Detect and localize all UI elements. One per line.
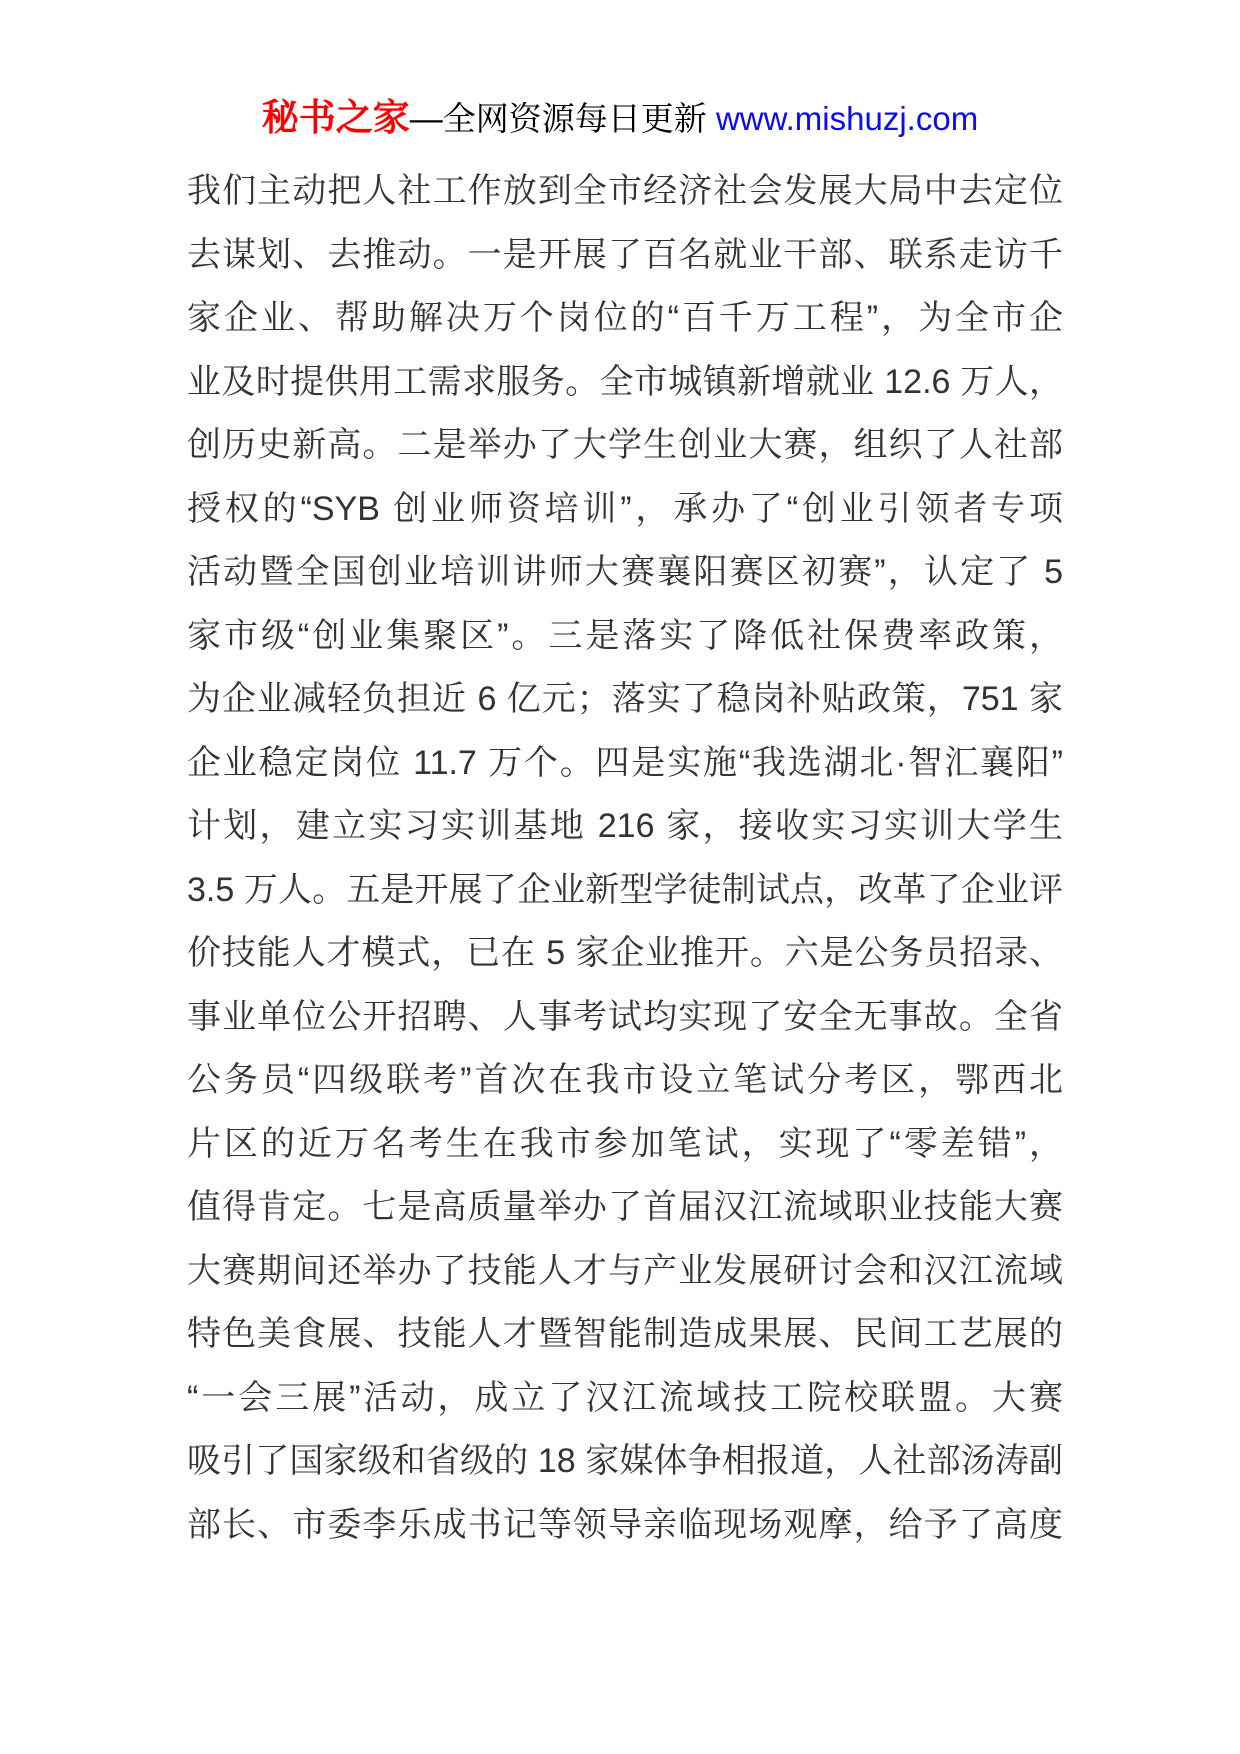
text-line: 大赛期间还举办了技能人才与产业发展研讨会和汉江流域 — [187, 1251, 1063, 1290]
text-line: 企业稳定岗位 11.7 万个。四是实施“我选湖北·智汇襄阳” — [187, 743, 1063, 782]
text-line: 业及时提供用工需求服务。全市城镇新增就业 12.6 万人， — [187, 362, 1063, 401]
text-line: 价技能人才模式，已在 5 家企业推开。六是公务员招录、 — [187, 934, 1063, 972]
text-line: 家市级“创业集聚区”。三是落实了降低社保费率政策， — [187, 616, 1063, 655]
text-line: 值得肯定。七是高质量举办了首届汉江流域职业技能大赛 — [187, 1188, 1063, 1226]
text-line: 部长、市委李乐成书记等领导亲临现场观摩，给予了高度 — [187, 1505, 1063, 1544]
text-line: 公务员“四级联考”首次在我市设立笔试分考区，鄂西北 — [187, 1061, 1063, 1099]
text-line: 吸引了国家级和省级的 18 家媒体争相报道，人社部汤涛副 — [187, 1442, 1063, 1480]
text-line: 为企业减轻负担近 6 亿元；落实了稳岗补贴政策，751 家 — [187, 680, 1063, 718]
text-line: 家企业、帮助解决万个岗位的“百千万工程”，为全市企 — [187, 299, 1063, 337]
document-body — [187, 160, 1063, 1557]
text-line: 授权的“SYB 创业师资培训”，承办了“创业引领者专项 — [187, 489, 1063, 528]
text-line: 事业单位公开招聘、人事考试均实现了安全无事故。全省 — [187, 997, 1063, 1036]
text-line: 片区的近万名考生在我市参加笔试，实现了“零差错”， — [187, 1124, 1063, 1163]
text-line: 计划，建立实习实训基地 216 家，接收实习实训大学生 — [187, 807, 1063, 845]
site-tagline: —全网资源每日更新 — [409, 100, 716, 137]
site-header — [0, 92, 1240, 145]
site-brand: 秘书之家 — [261, 97, 410, 138]
text-line: 活动暨全国创业培训讲师大赛襄阳赛区初赛”，认定了 5 — [187, 553, 1063, 591]
text-line: 创历史新高。二是举办了大学生创业大赛，组织了人社部 — [187, 426, 1063, 464]
text-line: 去谋划、去推动。一是开展了百名就业干部、联系走访千 — [187, 235, 1063, 274]
site-url-link[interactable]: www.mishuzj.com — [715, 100, 979, 137]
text-line: “一会三展”活动，成立了汉江流域技工院校联盟。大赛 — [187, 1378, 1063, 1417]
text-line: 3.5 万人。五是开展了企业新型学徒制试点，改革了企业评 — [187, 870, 1063, 909]
text-line: 特色美食展、技能人才暨智能制造成果展、民间工艺展的 — [187, 1315, 1063, 1353]
text-line: 我们主动把人社工作放到全市经济社会发展大局中去定位 — [187, 172, 1063, 210]
